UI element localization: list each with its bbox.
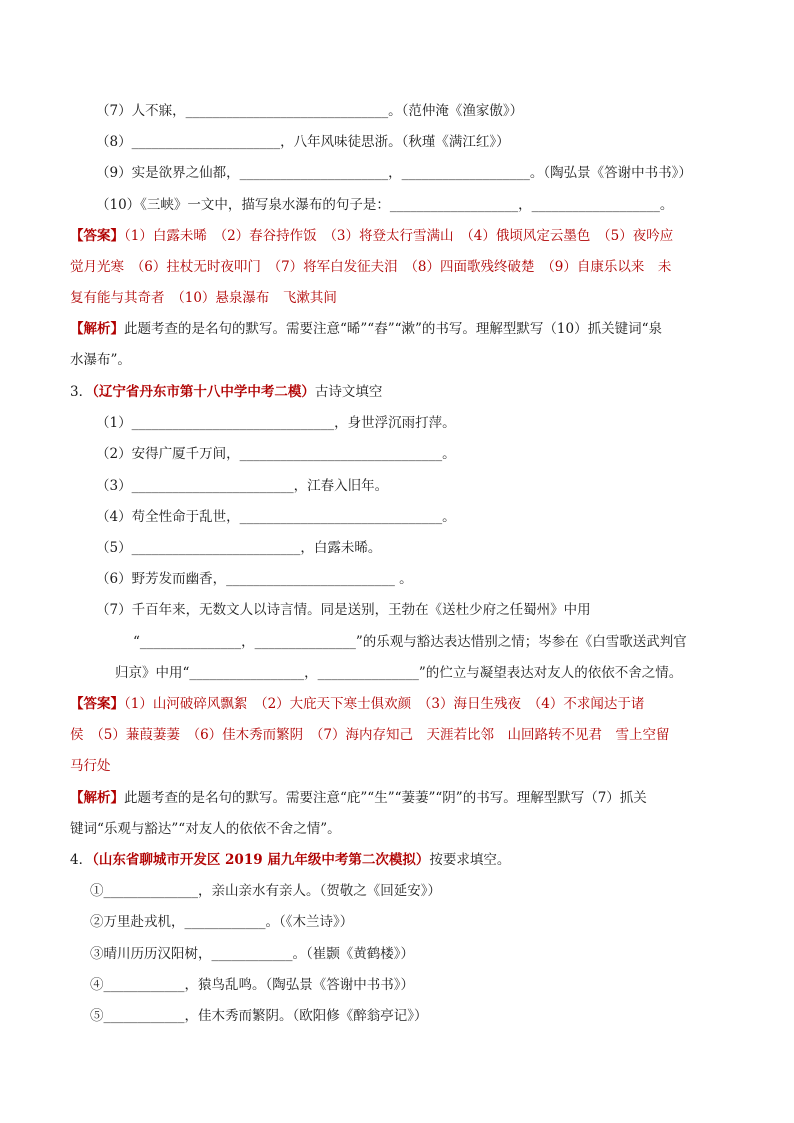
q3-item-7: （7）千百年来，无数文人以诗言情。同是送别，王勃在《送杜少府之任蜀州》中用 (96, 602, 591, 618)
answer-label: 【答案】 (70, 696, 124, 712)
q2-analysis-line-1 (70, 320, 662, 338)
q3-item-1: （1）______________________________，身世浮沉雨打萍。 (96, 415, 456, 431)
q3-item-7-cont-1: “_______________，_______________”的乐观与豁达表达惜别之情；岑参在《白雪歌送武判官 (133, 634, 687, 650)
q3-answer-line-3: 马行处 (70, 758, 111, 774)
q3-item-4: （4）苟全性命于乱世，______________________________。 (96, 509, 456, 525)
q4-item-4: ④____________，猿鸟乱鸣。（陶弘景《答谢中书书》） (90, 977, 414, 993)
question-instruction: 古诗文填空 (314, 384, 383, 400)
q3-item-3: （3）________________________，江春入旧年。 (96, 478, 389, 494)
q4-heading (70, 851, 510, 869)
analysis-label: 【解析】 (70, 321, 124, 337)
question-number: 4． (70, 852, 93, 868)
question-instruction: 按要求填空。 (429, 852, 511, 868)
q4-item-1: ①______________，亲山亲水有亲人。（贺敬之《回延安》） (90, 883, 441, 899)
q2-analysis-line-2: 水瀑布”。 (70, 352, 131, 368)
question-source: （辽宁省丹东市第十八中学中考二模） (92, 384, 315, 400)
q4-item-3: ③晴川历历汉阳树，____________。（崔颢《黄鹤楼》） (90, 946, 414, 962)
analysis-text: 此题考查的是名句的默写。需要注意“晞”“舂”“漱”的书写。理解型默写（10）抓关键词“泉 (124, 321, 662, 337)
question-source: （山东省聊城市开发区 2019 届九年级中考第二次模拟） (92, 852, 430, 868)
answer-text: （1）山河破碎风飘絮 （2）大庇天下寒士俱欢颜 （3）海日生残夜 （4）不求闻达于诸 (124, 696, 645, 712)
q3-answer-line-1 (70, 695, 644, 713)
q3-heading (70, 383, 382, 401)
q3-answer-line-2: 侯 （5）蒹葭萋萋 （6）佳木秀而繁阴 （7）海内存知己 天涯若比邻 山回路转不见君 雪上空留 (70, 727, 670, 743)
q3-item-6: （6）野芳发而幽香，_________________________ 。 (96, 571, 413, 587)
q3-item-5: （5）_________________________，白露未晞。 (96, 540, 382, 556)
q4-item-5: ⑤____________，佳木秀而繁阴。（欧阳修《醉翁亭记》） (90, 1008, 428, 1024)
q2-answer-line-1 (70, 227, 673, 245)
q2-item-10: （10）《三峡》一文中，描写泉水瀑布的句子是：___________________，___________________。 (96, 197, 674, 213)
q3-analysis-line-2: 键词“乐观与豁达”“对友人的依依不舍之情”。 (70, 821, 341, 837)
q2-answer-line-2: 觉月光寒 （6）拄杖无时夜叩门 （7）将军白发征夫泪 （8）四面歌残终破楚 （9）自康乐以来 未 (70, 259, 672, 275)
q2-item-8: （8）______________________，八年风味徒思浙。（秋瑾《满江红》） (96, 134, 510, 150)
q3-item-7-cont-2: 归京》中用“_________________，_______________”的伫立与凝望表达对友人的依依不舍之情。 (115, 665, 683, 681)
q4-item-2: ②万里赴戎机，____________。（《木兰诗》） (90, 914, 354, 930)
q3-item-2: （2）安得广厦千万间，______________________________。 (96, 446, 456, 462)
q2-item-7: （7）人不寐，______________________________。（范仲淹《渔家傲》） (96, 103, 524, 119)
question-number: 3． (70, 384, 93, 400)
answer-label: 【答案】 (70, 228, 124, 244)
answer-text: （1）白露未晞 （2）春谷持作饭 （3）将登太行雪满山 （4）俄顷风定云墨色 （5）夜吟应 (124, 228, 674, 244)
q2-item-9: （9）实是欲界之仙都，______________________，___________________。（陶弘景《答谢中书书》） (96, 165, 692, 181)
analysis-text: 此题考查的是名句的默写。需要注意“庇”“生”“萋萋”“阴”的书写。理解型默写（7）抓关 (124, 790, 647, 806)
analysis-label: 【解析】 (70, 790, 124, 806)
q3-analysis-line-1 (70, 789, 647, 807)
q2-answer-line-3: 复有能与其奇者 （10）悬泉瀑布 飞漱其间 (70, 290, 337, 306)
